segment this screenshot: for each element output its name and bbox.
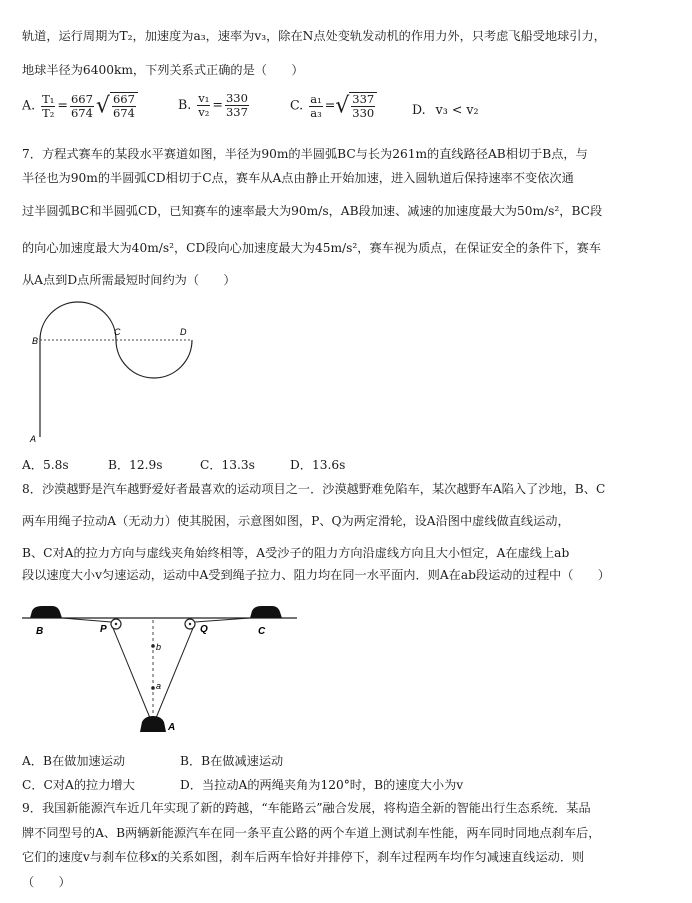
label-b: B <box>32 336 39 346</box>
q7-line-2: 半径也为90m的半圆弧CD相切于C点，赛车从A点由静止开始加速，进入圆轨道后保持速率不变依次通 <box>22 171 574 185</box>
q7-option-c[interactable]: C．13.3s <box>200 458 255 472</box>
q7-line-1: 7．方程式赛车的某段水平赛道如图，半径为90m的半圆弧BC与长为261m的直线路径AB相切于B点，与 <box>22 147 588 161</box>
q6-option-c[interactable]: C. $\frac{\text{a₁}}{\text{a₃}}$ =√ $\frac{337}{330}$ <box>290 92 377 120</box>
fraction: $\frac{\text{a₁}}{\text{a₃}}$ <box>310 91 322 120</box>
point-a <box>151 686 155 690</box>
car-c <box>250 606 282 618</box>
rope-qa <box>156 628 193 718</box>
label-small-a: a <box>156 681 162 691</box>
q6-line-1: 轨道，运行周期为T₂，加速度为a₃，速率为v₃，除在N点处变轨发动机的作用力外，只考虑飞船受地球引力， <box>22 29 606 43</box>
q6-option-a[interactable]: A. $\frac{\text{T₁}}{\text{T₂}}$ = $\frac{667}{674}$ √ $\frac{667}{674}$ <box>22 92 138 120</box>
q9-line-1: 9．我国新能源汽车近几年实现了新的跨越，“车能路云”融合发展，将构造全新的智能出行生态系统．某品 <box>22 801 591 815</box>
label-d: D <box>180 327 187 337</box>
q8-line-1: 8．沙漠越野是汽车越野爱好者最喜欢的运动项目之一．沙漠越野难免陷车，某次越野车A陷入了沙地，B、C <box>22 482 606 496</box>
q7-option-a[interactable]: A．5.8s <box>22 458 69 472</box>
q7-line-4: 的向心加速度最大为40m/s²，CD段向心加速度最大为45m/s²，赛车视为质点，在保证安全的条件下，赛车 <box>22 241 602 255</box>
car-a <box>140 716 166 732</box>
label-a: A <box>30 434 37 444</box>
fraction: $\frac{\text{v₁}}{\text{v₂}}$ <box>198 91 210 119</box>
q8-option-a[interactable]: A．B在做加速运动 <box>22 754 126 768</box>
q6-line-2: 地球半径为6400km，下列关系式正确的是（ ） <box>22 63 304 77</box>
label-c: C <box>258 626 266 637</box>
sqrt-sign: √ $\frac{337}{330}$ <box>335 92 377 120</box>
fraction: $\frac{330}{337}$ <box>225 91 248 119</box>
q9-line-2: 牌不同型号的A、B两辆新能源汽车在同一条平直公路的两个车道上测试刹车性能，两车同时同地点刹车后， <box>22 826 601 840</box>
race-track-figure <box>28 292 208 444</box>
q8-option-b[interactable]: B．B在做减速运动 <box>180 754 284 768</box>
label-q: Q <box>200 624 208 635</box>
arc-cd <box>116 340 192 378</box>
q6-option-b[interactable]: B. $\frac{\text{v₁}}{\text{v₂}}$ = $\frac{330}{337}$ <box>178 91 248 119</box>
q7-option-d[interactable]: D．13.6s <box>290 458 346 472</box>
q7-line-3: 过半圆弧BC和半圆弧CD，已知赛车的速率最大为90m/s，AB段加速、减速的加速度最大为50m/s²，BC段 <box>22 204 603 218</box>
q8-line-2: 两车用绳子拉动A（无动力）使其脱困，示意图如图，P、Q为两定滑轮，设A沿图中虚线做直线运动， <box>22 514 570 528</box>
pulley-figure <box>22 600 302 740</box>
q9-line-3: 它们的速度v与刹车位移x的关系如图，刹车后两车恰好并排停下，刹车过程两车均作匀减速直线运动．则 <box>22 850 585 864</box>
q8-option-d[interactable]: D．当拉动A的两绳夹角为120°时，B的速度大小为v <box>180 778 464 792</box>
car-b <box>30 606 62 618</box>
q6-option-d[interactable]: D. v₃ < v₂ <box>412 102 479 117</box>
q7-line-5: 从A点到D点所需最短时间约为（ ） <box>22 273 236 287</box>
q8-line-3: B、C对A的拉力方向与虚线夹角始终相等，A受沙子的阻力方向沿虚线方向且大小恒定，A在虚线上ab <box>22 546 570 560</box>
fraction: $\frac{\text{T₁}}{\text{T₂}}$ <box>42 91 55 120</box>
q8-line-4: 段以速度大小v匀速运动，运动中A受到绳子拉力、阻力均在同一水平面内．则A在ab段运动的过程中（ ） <box>22 568 610 582</box>
q7-option-b[interactable]: B．12.9s <box>108 458 163 472</box>
label-small-b: b <box>156 642 162 652</box>
label-b: B <box>36 626 44 637</box>
label-p: P <box>100 624 107 635</box>
sqrt-sign: √ $\frac{667}{674}$ <box>96 92 138 120</box>
fraction: $\frac{667}{674}$ <box>70 91 93 120</box>
arc-bc <box>40 302 116 340</box>
label-a: A <box>168 722 176 733</box>
point-b <box>151 644 155 648</box>
rope-pa <box>113 628 150 718</box>
label-c: C <box>114 327 121 337</box>
q9-line-4: （ ） <box>22 875 71 889</box>
q8-option-c[interactable]: C．C对A的拉力增大 <box>22 778 135 792</box>
